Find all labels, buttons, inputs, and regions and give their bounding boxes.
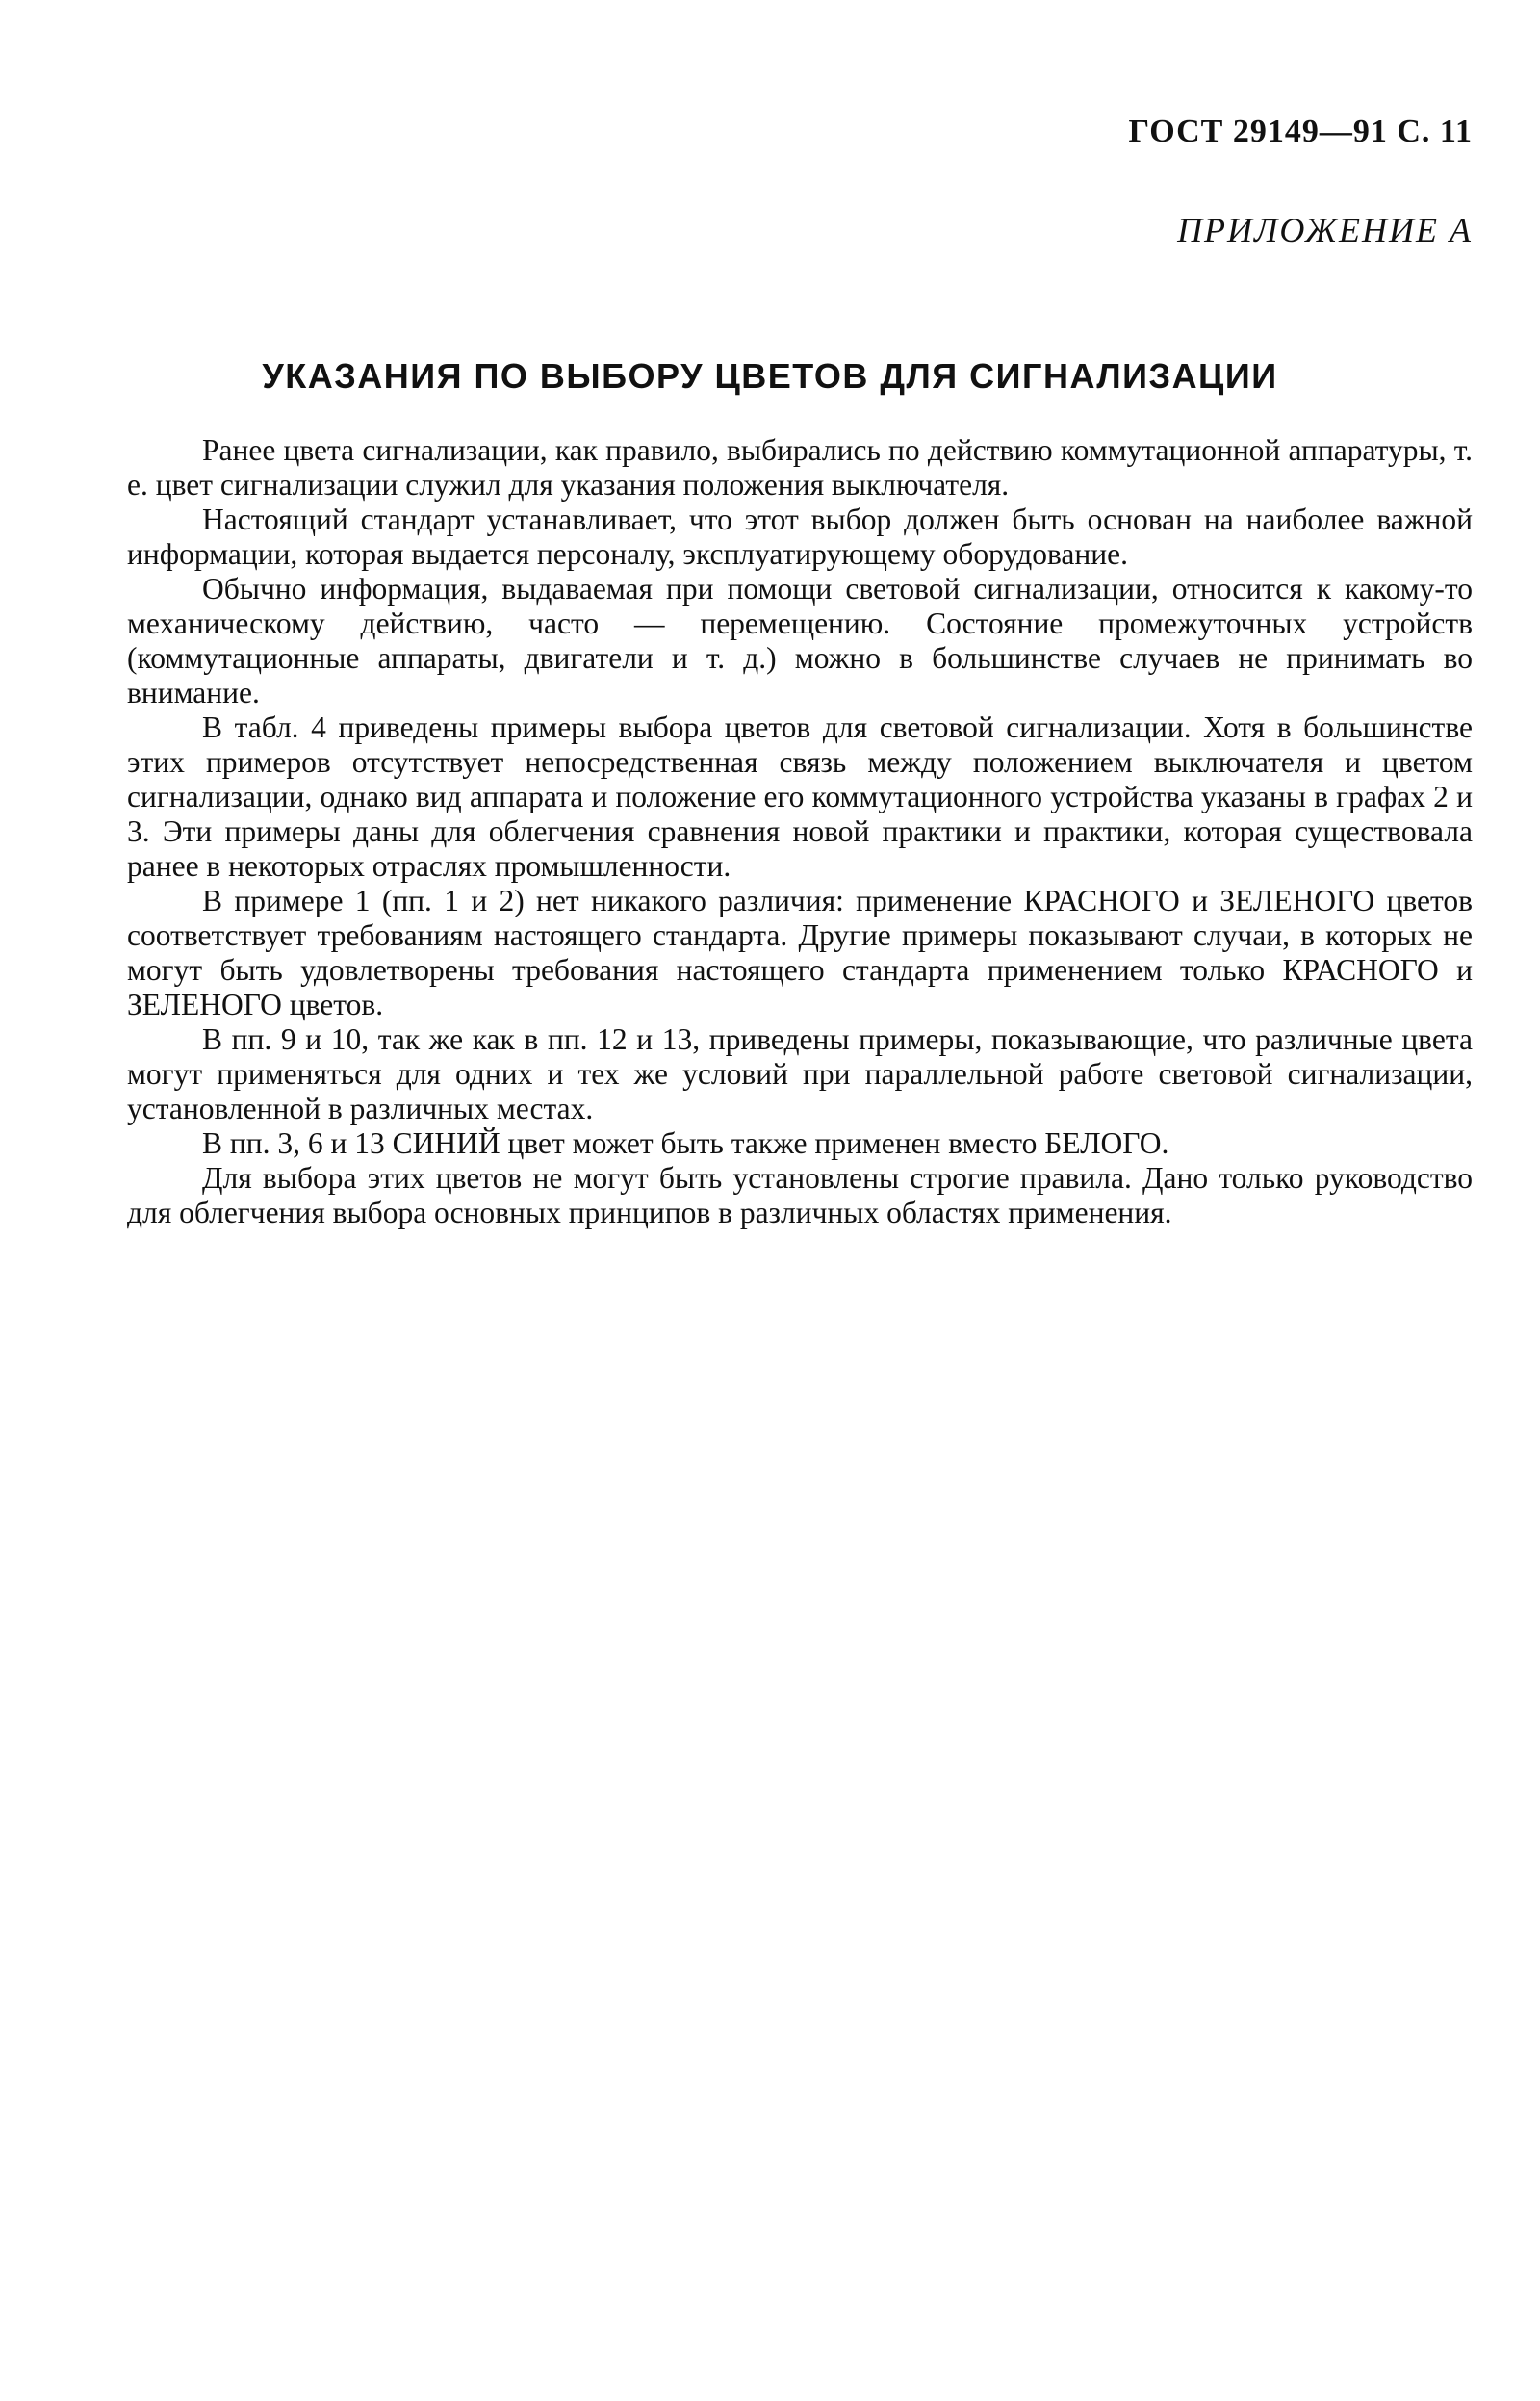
appendix-label: ПРИЛОЖЕНИЕ А [1177,211,1473,249]
paragraph: В пп. 3, 6 и 13 СИНИЙ цвет может быть также применен вместо БЕЛОГО. [202,1126,1169,1160]
section-title: УКАЗАНИЯ ПО ВЫБОРУ ЦВЕТОВ ДЛЯ СИГНАЛИЗАЦИИ [262,356,1278,396]
standard-page-reference: ГОСТ 29149—91 С. 11 [1128,114,1473,149]
paragraph: Ранее цвета сигнализации, как правило, выбирались по действию коммутационной аппаратуры, т. е. цвет сигнализации служил для указания положения выключателя. [127,433,1473,502]
paragraph: В примере 1 (пп. 1 и 2) нет никакого различия: применение КРАСНОГО и ЗЕЛЕНОГО цветов соответствует требованиям настоящего стандарта. Другие примеры показывают случаи, в которых не могут быть удовлетворены требования настоящего стандарта применением только КРАСНОГО и ЗЕЛЕНОГО цветов. [127,884,1473,1021]
paragraph: Для выбора этих цветов не могут быть установлены строгие правила. Дано только руководство для облегчения выбора основных принципов в различных областях применения. [127,1161,1473,1229]
paragraph: В табл. 4 приведены примеры выбора цветов для световой сигнализации. Хотя в большинстве этих примеров отсутствует непосредственная связь между положением выключателя и цветом сигнализации, однако вид аппарата и положение его коммутационного устройства указаны в графах 2 и 3. Эти примеры даны для облегчения сравнения новой практики и практики, которая существовала ранее в некоторых отраслях промышленности. [127,710,1473,883]
paragraph: Обычно информация, выдаваемая при помощи световой сигнализации, относится к какому-то механическому действию, часто — перемещению. Состояние промежуточных устройств (коммутационные аппараты, двигатели и т. д.) можно в большинстве случаев не принимать во внимание. [127,572,1473,710]
body-text [127,433,1473,1230]
paragraph: Настоящий стандарт устанавливает, что этот выбор должен быть основан на наиболее важной информации, которая выдается персоналу, эксплуатирующему оборудование. [127,503,1473,571]
paragraph: В пп. 9 и 10, так же как в пп. 12 и 13, приведены примеры, показывающие, что различные цвета могут применяться для одних и тех же условий при параллельной работе световой сигнализации, установленной в различных местах. [127,1022,1473,1125]
